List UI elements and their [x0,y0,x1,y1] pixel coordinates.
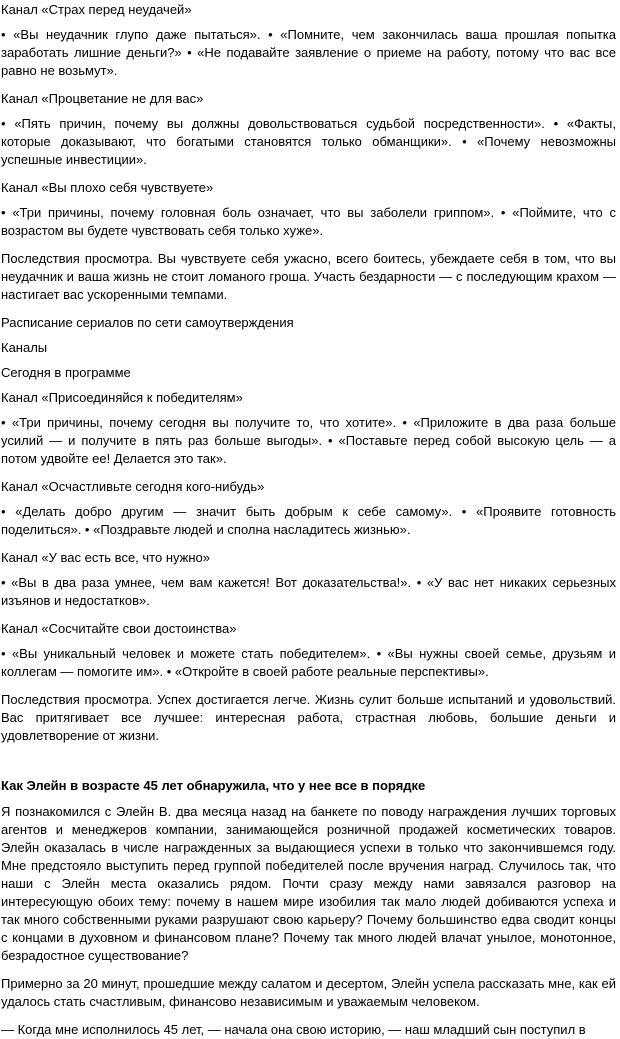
channel-heading: Канал «Процветание не для вас» [1,91,204,106]
channel-bullets: • «Вы неудачник глупо даже пытаться». • «Помните, чем закончилась ваша прошлая попытка заработать лишние деньги?» • «Не подавайте заявление о приеме на работу, потому что вас все равно не возьмут». [1,27,616,78]
channels-label: Каналы [1,340,48,355]
story-paragraph: Я познакомился с Элейн В. два месяца назад на банкете по поводу награждения лучших торговых агентов и менеджеров компании, занимающейся розничной продажей косметических товаров. Элейн оказалась в числе награжденных за выдающиеся успехи в только что закончившемся году. Мне предстояло выступить перед группой победителей после вручения наград. Случилось так, что наши с Элейн места оказались рядом. Почти сразу между нами завязался разговор на интересующую обоих тему: почему в нашем мире изобилия так мало людей добиваются успеха и так много собственными руками разрушают свою карьеру? Почему большинство едва сводит концы с концами в духовном и финансовом плане? Почему так много людей влачат унылое, монотонное, безрадостное существование? [1,804,616,963]
channel-bullets: • «Три причины, почему головная боль означает, что вы заболели гриппом». • «Поймите, что с возрастом вы будете чувствовать себя только хуже». [1,205,616,238]
channel-heading: Канал «Страх перед неудачей» [1,2,192,17]
channel-heading: Канал «Вы плохо себя чувствуете» [1,180,214,195]
channel-heading: Канал «У вас есть все, что нужно» [1,550,210,565]
channel-bullets: • «Делать добро другим — значит быть добрым к себе самому». • «Проявите готовность поделиться». • «Поздравьте людей и сполна насладитесь жизнью». [1,504,616,537]
story-paragraph: Примерно за 20 минут, прошедшие между салатом и десертом, Элейн успела рассказать мне, как ей удалось стать счастливым, финансово независимым и уважаемым человеком. [1,976,616,1009]
channel-bullets: • «Вы в два раза умнее, чем вам кажется! Вот доказательства!». • «У вас нет никаких серьезных изъянов и недостатков». [1,575,616,608]
schedule-heading: Расписание сериалов по сети самоутверждения [1,315,294,330]
consequences-paragraph: Последствия просмотра. Успех достигается легче. Жизнь сулит больше испытаний и удовольствий. Вас притягивает все лучшее: интересная работа, страстная любовь, большие деньги и удовлетворение от жизни. [1,692,616,743]
section-spacer [1,755,616,777]
today-label: Сегодня в программе [1,365,131,380]
channel-bullets: • «Вы уникальный человек и можете стать победителем». • «Вы нужны своей семье, друзьям и коллегам — помогите им». • «Откройте в своей работе реальные перспективы». [1,646,616,679]
channel-heading: Канал «Сосчитайте свои достоинства» [1,621,237,636]
consequences-paragraph: Последствия просмотра. Вы чувствуете себя ужасно, всего боитесь, убеждаете себя в том, что вы неудачник и ваша жизнь не стоит ломаного гроша. Участь бездарности — с последующим крахом — настигает вас ускоренными темпами. [1,251,616,302]
story-paragraph: — Когда мне исполнилось 45 лет, — начала она свою историю, — наш младший сын поступил в [1,1022,586,1037]
channel-heading: Канал «Присоединяйся к победителям» [1,390,243,405]
section-title: Как Элейн в возрасте 45 лет обнаружила, что у нее все в порядке [1,778,426,793]
channel-bullets: • «Три причины, почему сегодня вы получите то, что хотите». • «Приложите в два раза больше усилий — и получите в пять раз больше выгоды». • «Поставьте перед собой высокую цель — а потом удвойте ее! Делается это так». [1,415,616,466]
channel-bullets: • «Пять причин, почему вы должны довольствоваться судьбой посредственности». • «Факты, которые доказывают, что богатыми становятся только обманщики». • «Почему невозможны успешные инвестиции». [1,116,616,167]
channel-heading: Канал «Осчастливьте сегодня кого-нибудь» [1,479,265,494]
